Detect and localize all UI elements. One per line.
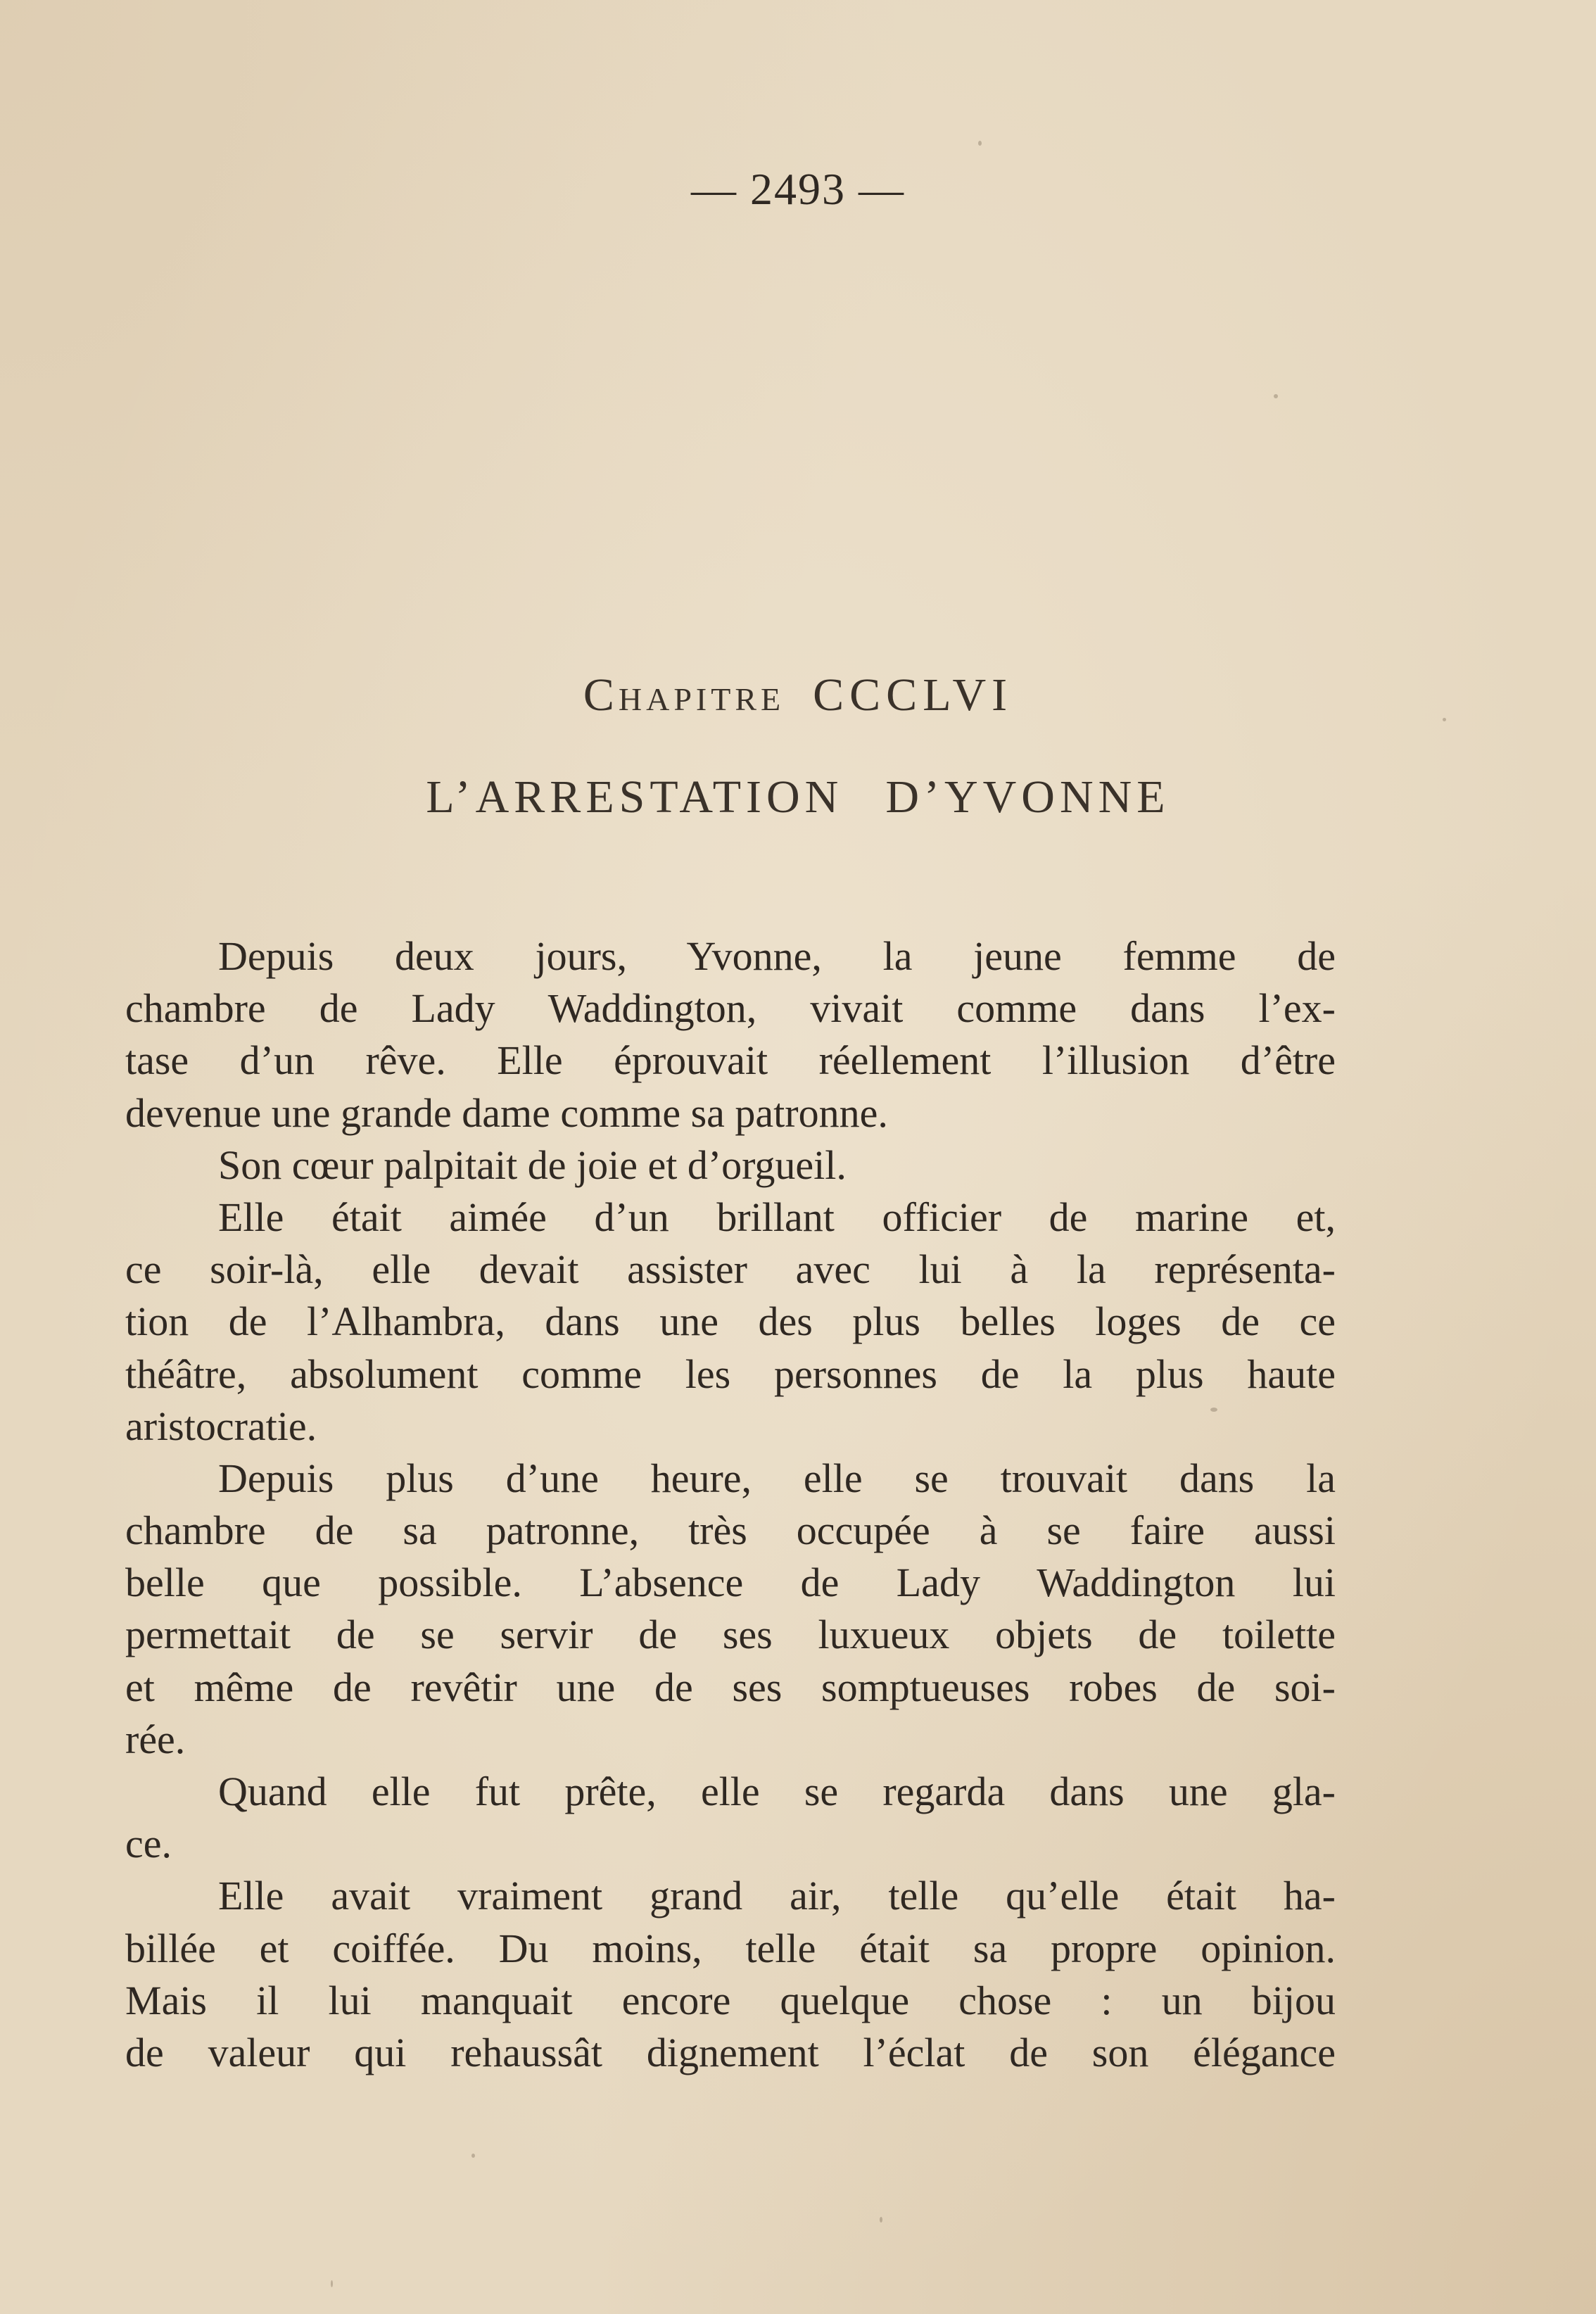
page-number: — 2493 — <box>691 164 905 214</box>
text-line: Elle avait vraiment grand air, telle qu’elle était ha- <box>218 1873 1336 1919</box>
text-line: Mais il lui manquait encore quelque chose : un bijou <box>125 1977 1336 2023</box>
chapter-title-word-1: L’ARRESTATION <box>426 771 844 823</box>
chapter-label: Chapitre <box>583 669 785 721</box>
text-line: ce. <box>125 1821 172 1867</box>
text-line: théâtre, absolument comme les personnes de la plus haute <box>125 1351 1336 1397</box>
text-line: chambre de sa patronne, très occupée à se faire aussi <box>125 1507 1336 1554</box>
text-line: devenue une grande dame comme sa patronne. <box>125 1089 888 1136</box>
text-line: chambre de Lady Waddington, vivait comme dans l’ex- <box>125 985 1336 1032</box>
paper-speck <box>1274 394 1278 398</box>
paper-speck <box>1210 1408 1217 1412</box>
paper-speck <box>1443 718 1446 721</box>
text-line: tase d’un rêve. Elle éprouvait réellement l’illusion d’être <box>125 1037 1336 1084</box>
text-line: tion de l’Alhambra, dans une des plus belles loges de ce <box>125 1298 1336 1345</box>
chapter-title-word-2: D’YVONNE <box>885 771 1170 823</box>
text-line: Son cœur palpitait de joie et d’orgueil. <box>218 1142 847 1188</box>
text-line: Depuis plus d’une heure, elle se trouvait dans la <box>218 1455 1336 1501</box>
text-line: Depuis deux jours, Yvonne, la jeune femme de <box>218 933 1336 979</box>
paper-speck <box>880 2217 882 2223</box>
chapter-heading <box>0 669 1596 722</box>
chapter-number: CCCLVI <box>813 669 1013 721</box>
chapter-title <box>0 771 1596 824</box>
text-line: Elle était aimée d’un brillant officier de marine et, <box>218 1194 1336 1240</box>
text-line: et même de revêtir une de ses somptueuses robes de soi- <box>125 1664 1336 1710</box>
text-line: rée. <box>125 1716 186 1762</box>
paper-speck <box>331 2280 333 2287</box>
body-text <box>125 930 1336 2079</box>
text-line: belle que possible. L’absence de Lady Waddington lui <box>125 1560 1336 1606</box>
text-line: Quand elle fut prête, elle se regarda dans une gla- <box>218 1769 1336 1814</box>
paper-speck <box>471 2154 475 2158</box>
text-line: billée et coiffée. Du moins, telle était sa propre opinion. <box>125 1925 1336 1971</box>
text-line: de valeur qui rehaussât dignement l’éclat de son élégance <box>125 2029 1336 2075</box>
paper-speck <box>978 141 982 146</box>
text-line: ce soir-là, elle devait assister avec lui à la représenta- <box>125 1246 1336 1293</box>
text-line: permettait de se servir de ses luxueux objets de toilette <box>125 1612 1336 1658</box>
text-line: aristocratie. <box>125 1403 317 1449</box>
